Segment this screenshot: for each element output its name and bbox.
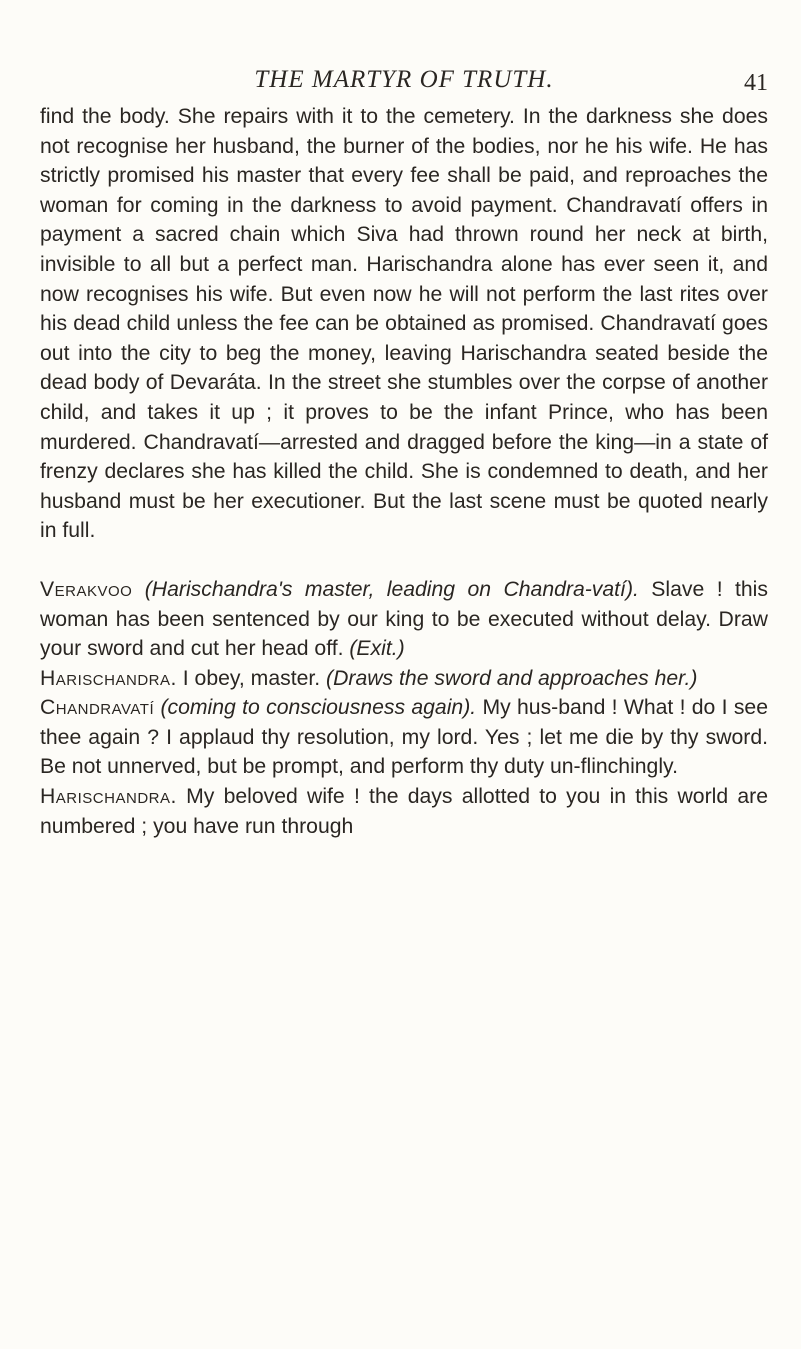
narrative-paragraph: find the body. She repairs with it to the cemetery. In the darkness she does not recognise her husband, the burner of the bodies, nor he his wife. He has strictly promised his master that every fee shall be paid, and reproaches the woman for coming in the darkness to avoid payment. Chandravatí offers in payment a sacred chain which Siva had thrown round her neck at birth, invisible to all but a perfect man. Harischandra alone has ever seen it, and now recognises his wife. But even now he will not perform the last rites over his dead child unless the fee can be obtained as promised. Chandravatí goes out into the city to beg the money, leaving Harischandra seated beside the dead body of Devaráta. In the street she stumbles over the corpse of another child, and takes it up ; it proves to be the infant Prince, who has been murdered. Chandravatí—arrested and dragged before the king—in a state of frenzy declares she has killed the child. She is condemned to death, and her husband must be her executioner. But the last scene must be quoted nearly in full. — [40, 105, 768, 543]
page-number: 41 — [744, 70, 768, 96]
dialogue-harischandra-1 — [40, 664, 768, 694]
running-head — [40, 58, 768, 102]
speech-text: My hus-band ! What ! do I see thee again ? I applaud thy resolution, my lord. Yes ; let me die by thy sword. Be not unnerved, but be prompt, and perform thy duty un-flinchingly. — [40, 696, 768, 779]
speaker-name: Harischandra. — [40, 785, 177, 809]
speech-text: I obey, master. — [176, 666, 321, 690]
speaker-name: Verakvoo — [40, 577, 133, 601]
dialogue-harischandra-2 — [40, 782, 768, 841]
speaker-name: Harischandra. — [40, 666, 177, 690]
stage-direction-exit: (Exit.) — [349, 637, 405, 661]
running-title: THE MARTYR OF TRUTH. — [254, 66, 554, 93]
stage-direction: (coming to consciousness again). — [160, 696, 477, 720]
book-page — [40, 58, 768, 841]
page-body — [40, 102, 768, 841]
speech-text: Slave ! this woman has been sentenced by our king to be executed without delay. Draw your sword and cut her head off. — [40, 577, 768, 661]
dialogue-chandravati — [40, 693, 768, 782]
stage-direction: (Harischandra's master, leading on Chandra-vatí). — [144, 577, 639, 601]
speaker-name: Chandravatí — [40, 696, 155, 720]
dialogue-verakvoo — [40, 575, 768, 664]
stage-direction: (Draws the sword and approaches her.) — [326, 666, 698, 690]
speech-text: My beloved wife ! the days allotted to you in this world are numbered ; you have run through — [40, 785, 768, 838]
